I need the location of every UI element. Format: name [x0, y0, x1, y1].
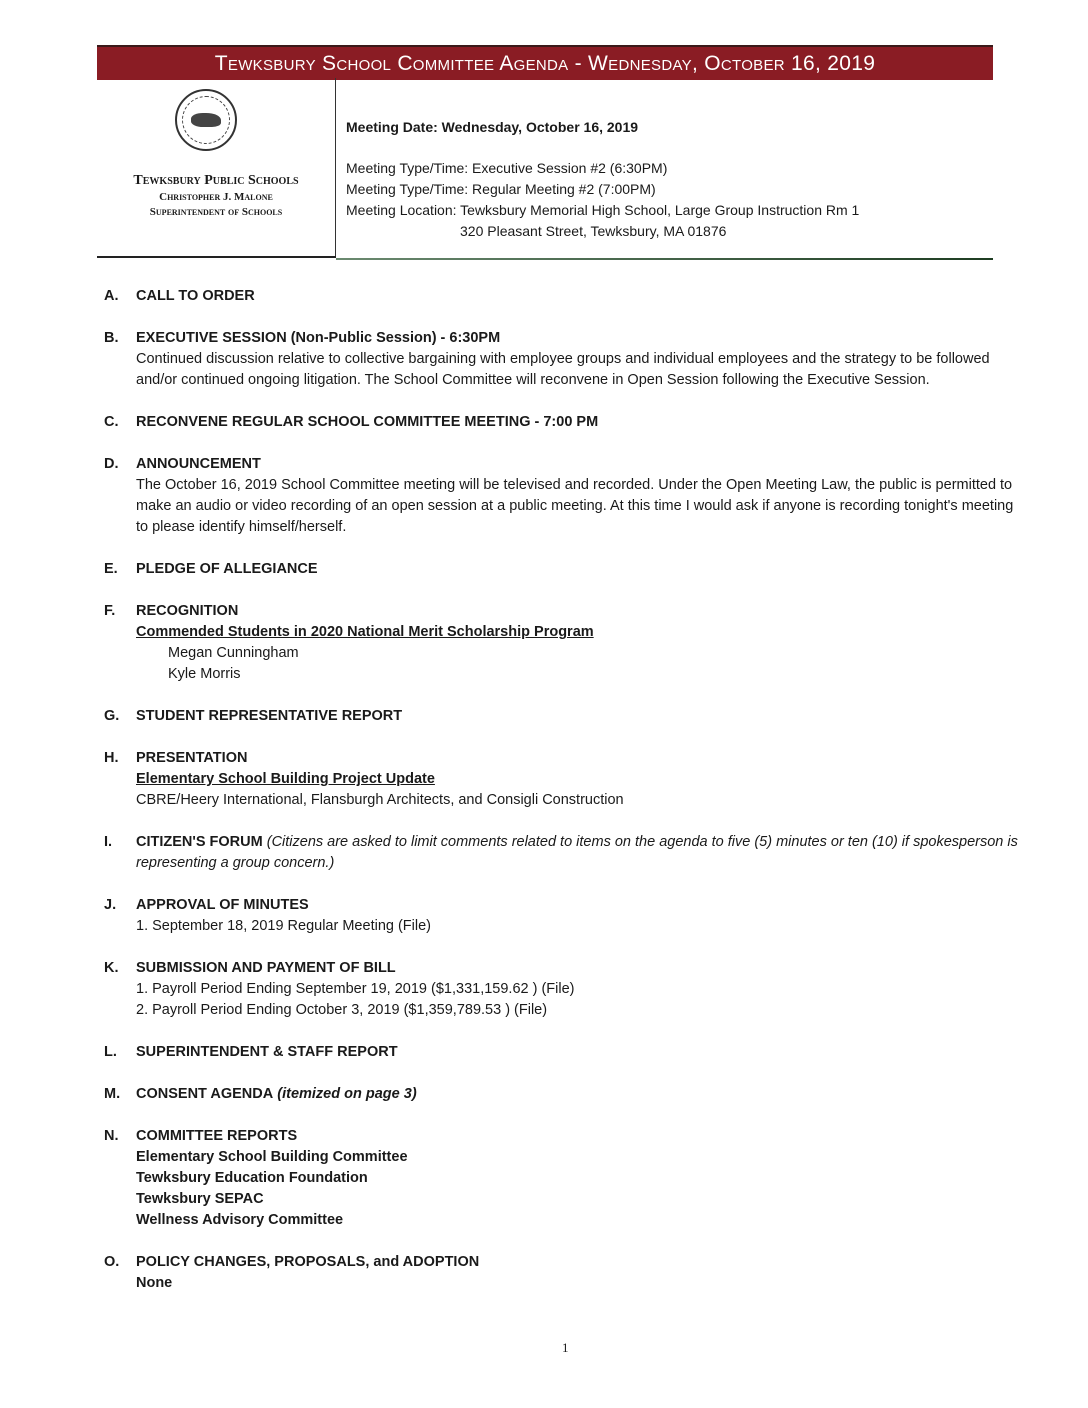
item-title: APPROVAL OF MINUTES: [136, 897, 309, 913]
item-title: COMMITTEE REPORTS: [136, 1128, 298, 1144]
agenda-item-h: [104, 748, 1029, 811]
item-letter: N.: [104, 1128, 119, 1144]
agenda-item-m: [104, 1084, 1029, 1105]
agenda-item-b: [104, 328, 1029, 391]
meeting-type-regular: Meeting Type/Time: Regular Meeting #2 (7:00PM): [346, 181, 656, 197]
item-letter: I.: [104, 834, 113, 850]
item-title: PRESENTATION: [136, 750, 248, 766]
agenda-item-n: [104, 1126, 1029, 1231]
committee-name: Wellness Advisory Committee: [136, 1212, 344, 1228]
meeting-address: 320 Pleasant Street, Tewksbury, MA 01876: [460, 223, 727, 239]
item-title: ANNOUNCEMENT: [136, 456, 261, 472]
student-name: Megan Cunningham: [168, 645, 299, 661]
item-letter: M.: [104, 1086, 121, 1102]
item-title: SUPERINTENDENT & STAFF REPORT: [136, 1044, 398, 1060]
item-body: CBRE/Heery International, Flansburgh Architects, and Consigli Construction: [136, 792, 624, 808]
committee-name: Tewksbury SEPAC: [136, 1191, 264, 1207]
agenda-item-i: [104, 832, 1029, 874]
item-letter: C.: [104, 414, 119, 430]
agenda-item-g: [104, 706, 1029, 727]
item-letter: E.: [104, 561, 118, 577]
payroll-file-link[interactable]: 2. Payroll Period Ending October 3, 2019 ($1,359,789.53 ) (File): [136, 1002, 548, 1018]
meeting-info: [346, 117, 859, 242]
item-title: RECOGNITION: [136, 603, 239, 619]
item-letter: D.: [104, 456, 119, 472]
item-letter: O.: [104, 1254, 120, 1270]
item-letter: J.: [104, 897, 117, 913]
item-letter: A.: [104, 288, 119, 304]
superintendent-role: Superintendent of Schools: [149, 206, 283, 218]
item-letter: B.: [104, 330, 119, 346]
meeting-date: Meeting Date: Wednesday, October 16, 2019: [346, 119, 639, 135]
item-subtitle: Elementary School Building Project Update: [136, 771, 435, 787]
item-title: EXECUTIVE SESSION (Non-Public Session) - 6:30PM: [136, 330, 501, 346]
agenda-item-o: [104, 1252, 1029, 1294]
item-letter: L.: [104, 1044, 117, 1060]
item-subtitle: Commended Students in 2020 National Merit Scholarship Program: [136, 624, 594, 640]
agenda-item-k: [104, 958, 1029, 1021]
item-body: Continued discussion relative to collective bargaining with employee groups and individual employees and the strategy to be followed and/or continued ongoing litigation. The School Committee will reconvene in Open Session following the Executive Session.: [136, 351, 990, 388]
header-divider-right: [336, 258, 993, 260]
item-note: (Citizens are asked to limit comments related to items on the agenda to five (5) minutes or ten (10) if spokesperson is representing a group concern.): [136, 834, 1018, 871]
agenda-item-c: [104, 412, 1029, 433]
header-divider-vertical: [335, 78, 336, 258]
item-note: (itemized on page 3): [277, 1086, 417, 1102]
item-title: RECONVENE REGULAR SCHOOL COMMITTEE MEETING - 7:00 PM: [136, 414, 599, 430]
student-name: Kyle Morris: [168, 666, 241, 682]
item-title: POLICY CHANGES, PROPOSALS, and ADOPTION: [136, 1254, 480, 1270]
item-letter: K.: [104, 960, 119, 976]
item-letter: F.: [104, 603, 116, 619]
agenda-item-e: [104, 559, 1029, 580]
agenda-item-a: [104, 286, 1029, 307]
payroll-file-link[interactable]: 1. Payroll Period Ending September 19, 2019 ($1,331,159.62 ) (File): [136, 981, 575, 997]
item-body: The October 16, 2019 School Committee meeting will be televised and recorded. Under the Open Meeting Law, the public is permitted to make an audio or video recording of an open session at a public meeting. At this time I would ask if anyone is recording tonight's meeting to please identify himself/herself.: [136, 477, 1014, 535]
org-block: [97, 172, 335, 220]
item-title: SUBMISSION AND PAYMENT OF BILL: [136, 960, 396, 976]
agenda-item-d: [104, 454, 1029, 538]
town-seal-icon: [175, 89, 237, 151]
item-title: PLEDGE OF ALLEGIANCE: [136, 561, 318, 577]
agenda-item-j: [104, 895, 1029, 937]
item-letter: H.: [104, 750, 119, 766]
agenda-item-f: [104, 601, 1029, 685]
item-title: CITIZEN'S FORUM: [136, 834, 263, 850]
agenda-banner: Tewksbury School Committee Agenda - Wednesday, October 16, 2019: [97, 45, 993, 80]
minutes-file-link[interactable]: 1. September 18, 2019 Regular Meeting (File): [136, 918, 431, 934]
item-body: None: [136, 1275, 173, 1291]
superintendent-name: Christopher J. Malone: [159, 191, 273, 203]
agenda-item-l: [104, 1042, 1029, 1063]
item-title: STUDENT REPRESENTATIVE REPORT: [136, 708, 403, 724]
header-divider-left: [97, 256, 336, 258]
item-title: CONSENT AGENDA: [136, 1086, 274, 1102]
committee-name: Tewksbury Education Foundation: [136, 1170, 368, 1186]
page-number: 1: [562, 1340, 569, 1355]
agenda-items: [104, 286, 1029, 1315]
meeting-location: Meeting Location: Tewksbury Memorial High School, Large Group Instruction Rm 1: [346, 202, 860, 218]
item-title: CALL TO ORDER: [136, 288, 255, 304]
item-letter: G.: [104, 708, 120, 724]
org-name: Tewksbury Public Schools: [133, 173, 299, 188]
meeting-type-executive: Meeting Type/Time: Executive Session #2 (6:30PM): [346, 160, 668, 176]
committee-name: Elementary School Building Committee: [136, 1149, 408, 1165]
